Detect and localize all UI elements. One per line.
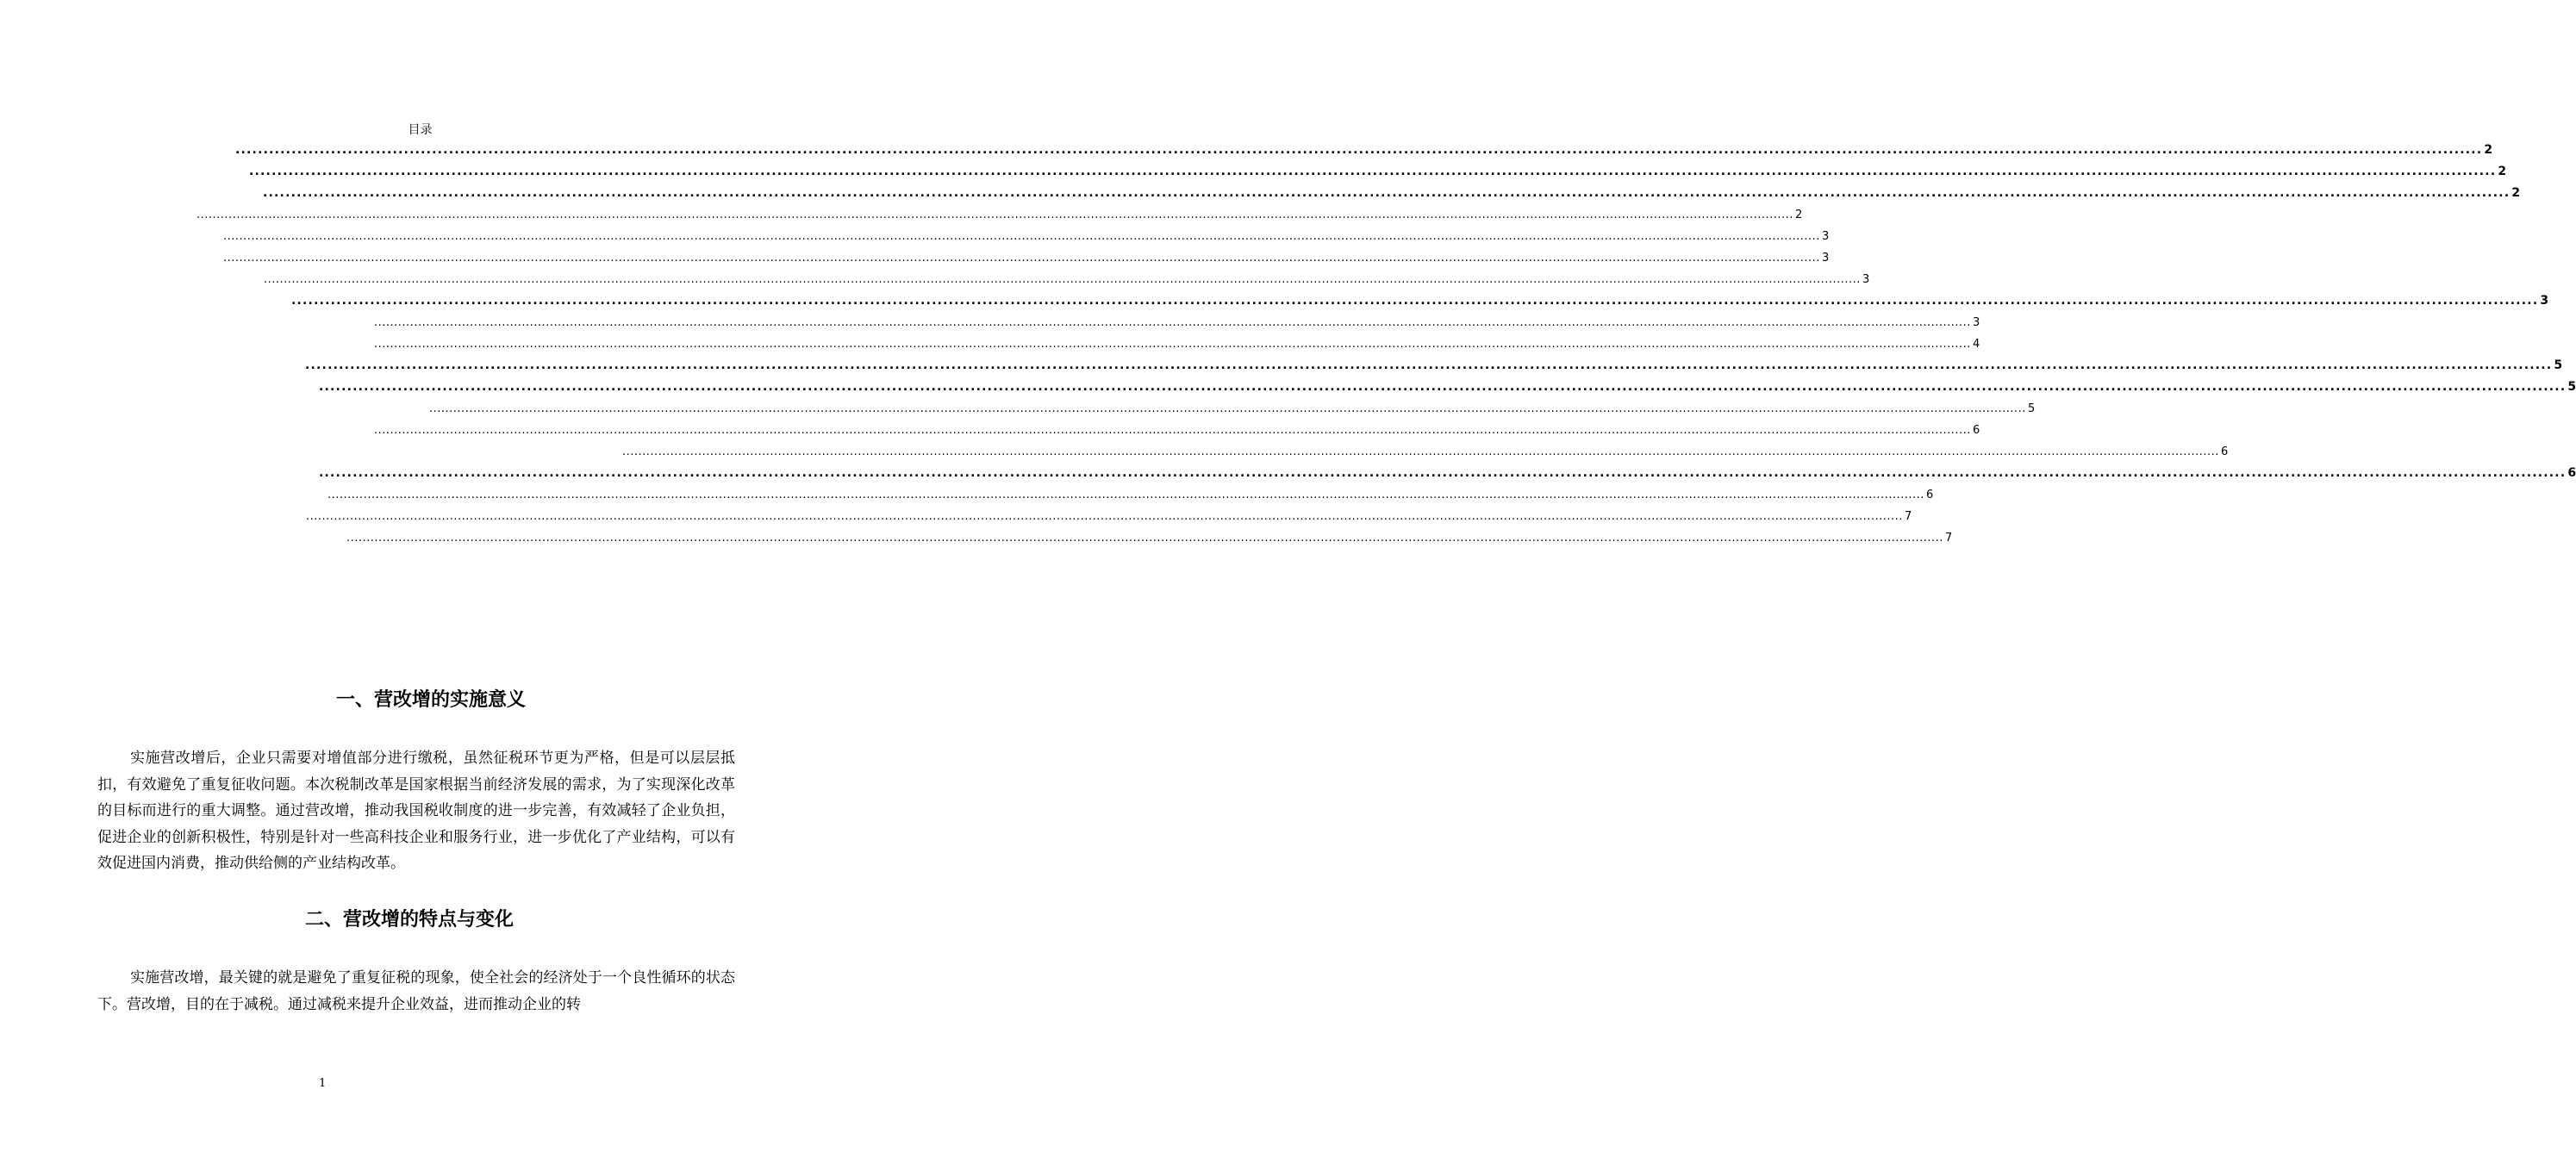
toc-page-number: 6 [2567,466,2576,480]
toc-entry[interactable]: ................................................................................................................................................................................................................................................................................................................................................................................................................ 5 [429,402,2036,415]
section-paragraph: 实施营改增后，企业只需要对增值部分进行缴税，虽然征税环节更为严格，但是可以层层抵扣，有效避免了重复征收问题。本次税制改革是国家根据当前经济发展的需求，为了实现深化改革的目标而进行的重大调整。通过营改增，推动我国税收制度的进一步完善，有效减轻了企业负担，促进企业的创新积极性，特别是针对一些高科技企业和服务行业，进一步优化了产业结构，可以有效促进国内消费，推动供给侧的产业结构改革。 [97,750,735,872]
toc-page-number: 3 [2540,294,2549,308]
toc-entry[interactable]: ................................................................................................................................................................................................................................................................................................................................................................................................................ 2 [196,208,1803,221]
toc-page-number: 2 [2484,143,2493,157]
toc-entry[interactable]: ................................................................................................................................................................................................................................................................................................................................................................................................................ 2 [235,143,2493,157]
toc-entry[interactable]: ................................................................................................................................................................................................................................................................................................................................................................................................................ 3 [374,315,1980,329]
toc-page-number: 2 [1794,208,1803,221]
toc-entry[interactable]: ................................................................................................................................................................................................................................................................................................................................................................................................................ 3 [223,229,1830,243]
toc-entry[interactable]: ................................................................................................................................................................................................................................................................................................................................................................................................................ 7 [306,509,1912,523]
toc-page-number: 3 [1972,315,1980,329]
toc-page-number: 6 [1925,488,1934,501]
section-heading: 二、营改增的特点与变化 [304,909,514,931]
toc-entry[interactable]: ................................................................................................................................................................................................................................................................................................................................................................................................................ 3 [223,251,1830,265]
toc-entry[interactable]: ................................................................................................................................................................................................................................................................................................................................................................................................................ 7 [346,531,1953,545]
toc-page-number: 3 [1821,229,1830,243]
toc-page-number: 3 [1862,272,1870,286]
section-paragraph: 实施营改增，最关键的就是避免了重复征税的现象，使全社会的经济处于一个良性循环的状态下。营改增，目的在于减税。通过减税来提升企业效益，进而推动企业的转 [97,969,735,1013]
toc-page-number: 7 [1904,509,1912,523]
toc-page-number: 6 [2220,445,2229,458]
page-number: 1 [319,1077,327,1090]
toc-title: 目录 [408,123,433,137]
toc-entry[interactable]: ................................................................................................................................................................................................................................................................................................................................................................................................................ 2 [263,186,2521,200]
toc-page-number: 2 [2498,165,2507,178]
toc-entry[interactable]: ................................................................................................................................................................................................................................................................................................................................................................................................................ 6 [327,488,1934,501]
toc-entry[interactable]: ................................................................................................................................................................................................................................................................................................................................................................................................................ 6 [374,423,1980,437]
toc-page-number: 5 [2027,402,2036,415]
toc-page-number: 3 [1821,251,1830,265]
toc-entry[interactable]: ................................................................................................................................................................................................................................................................................................................................................................................................................ 5 [305,358,2563,372]
toc-entry[interactable]: ................................................................................................................................................................................................................................................................................................................................................................................................................ 6 [622,445,2229,458]
toc-page-number: 7 [1944,531,1953,545]
toc-entry[interactable]: ................................................................................................................................................................................................................................................................................................................................................................................................................ 3 [291,294,2549,308]
toc-entry[interactable]: ................................................................................................................................................................................................................................................................................................................................................................................................................ 2 [249,165,2507,178]
toc-entry[interactable]: ................................................................................................................................................................................................................................................................................................................................................................................................................ 4 [374,337,1980,351]
toc-page-number: 4 [1972,337,1980,351]
toc-page-number: 5 [2567,380,2576,394]
toc-entry[interactable]: ................................................................................................................................................................................................................................................................................................................................................................................................................ 3 [264,272,1870,286]
toc-page-number: 2 [2511,186,2521,200]
section-heading: 一、营改增的实施意义 [335,689,526,711]
toc-entry[interactable]: ................................................................................................................................................................................................................................................................................................................................................................................................................ 6 [319,466,2576,480]
toc-entry[interactable]: ................................................................................................................................................................................................................................................................................................................................................................................................................ 5 [319,380,2576,394]
toc-page-number: 6 [1972,423,1980,437]
toc-page-number: 5 [2554,358,2563,372]
